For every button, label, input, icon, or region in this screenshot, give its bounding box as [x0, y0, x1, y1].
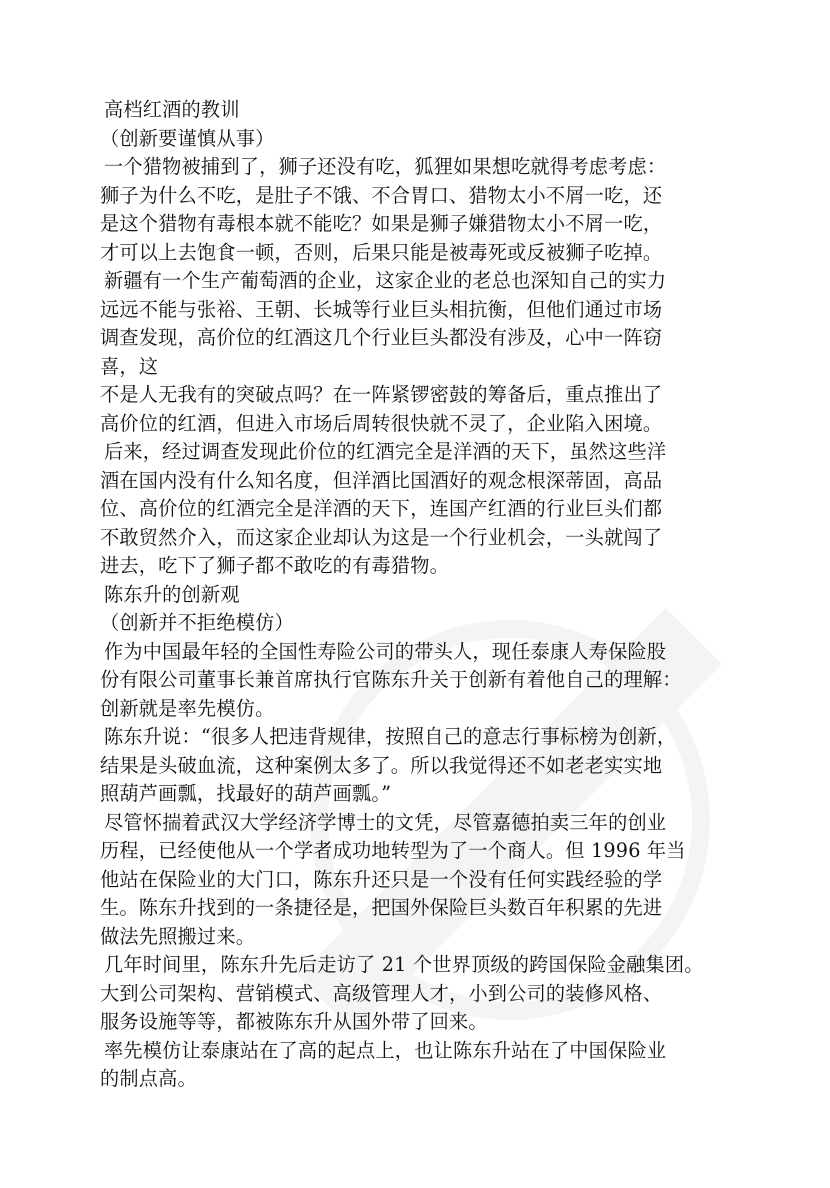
- document-body: [100, 96, 760, 1094]
- paragraph-line: 位、高价位的红酒完全是洋酒的天下，连国产红酒的行业巨头们都: [100, 497, 663, 520]
- paragraph-line: 作为中国最年轻的全国性寿险公司的带头人，现任泰康人寿保险股: [104, 639, 667, 663]
- section-subtitle: （创新并不拒绝模仿）: [100, 611, 294, 634]
- section-title: 高档红酒的教训: [104, 98, 240, 121]
- section-title: 陈东升的创新观: [104, 582, 240, 606]
- paragraph-line: 高价位的红酒，但进入市场后周转很快就不灵了，企业陷入困境。: [100, 411, 663, 435]
- paragraph-line: 的制点高。: [100, 1067, 197, 1090]
- paragraph-line: 大到公司架构、营销模式、高级管理人才，小到公司的装修风格、: [100, 981, 663, 1005]
- paragraph-line: 喜，这: [100, 354, 159, 378]
- paragraph-line: 创新就是率先模仿。: [100, 696, 275, 720]
- paragraph-line: 不是人无我有的突破点吗？在一阵紧锣密鼓的筹备后，重点推出了: [100, 383, 663, 406]
- paragraph-line: 率先模仿让泰康站在了高的起点上，也让陈东升站在了中国保险业: [104, 1038, 667, 1062]
- paragraph-line: 调查发现，高价位的红酒这几个行业巨头都没有涉及，心中一阵窃: [100, 326, 663, 349]
- paragraph-line: 后来，经过调查发现此价位的红酒完全是洋酒的天下，虽然这些洋: [104, 440, 667, 463]
- paragraph-line: 是这个猎物有毒根本就不能吃？如果是狮子嫌猎物太小不屑一吃，: [100, 212, 663, 235]
- paragraph-line: 进去，吃下了狮子都不敢吃的有毒猎物。: [100, 554, 449, 577]
- paragraph-line: 照葫芦画瓢，找最好的葫芦画瓢。”: [100, 782, 392, 805]
- paragraph-line: 新疆有一个生产葡萄酒的企业，这家企业的老总也深知自己的实力: [104, 269, 667, 292]
- paragraph-line: 才可以上去饱食一顿，否则，后果只能是被毒死或反被狮子吃掉。: [100, 240, 663, 264]
- paragraph-line: 历程，已经使他从一个学者成功地转型为了一个商人。但 1996 年当: [100, 839, 686, 862]
- paragraph-line: 份有限公司董事长兼首席执行官陈东升关于创新有着他自己的理解：: [100, 668, 682, 691]
- paragraph-line: 不敢贸然介入，而这家企业却认为这是一个行业机会，一头就闯了: [100, 525, 663, 549]
- paragraph-line: 做法先照搬过来。: [100, 924, 256, 948]
- paragraph-line: 酒在国内没有什么知名度，但洋酒比国酒好的观念根深蒂固，高品: [100, 468, 663, 492]
- paragraph-line: 尽管怀揣着武汉大学经济学博士的文凭，尽管嘉德拍卖三年的创业: [104, 810, 667, 834]
- paragraph-line: 他站在保险业的大门口，陈东升还只是一个没有任何实践经验的学: [100, 867, 663, 891]
- paragraph-line: 一个猎物被捕到了，狮子还没有吃，狐狸如果想吃就得考虑考虑：: [104, 155, 667, 178]
- paragraph-line: 生。陈东升找到的一条捷径是，把国外保险巨头数百年积累的先进: [100, 896, 663, 919]
- paragraph-line: 远远不能与张裕、王朝、长城等行业巨头相抗衡，但他们通过市场: [100, 297, 663, 321]
- paragraph-line: 几年时间里，陈东升先后走访了 21 个世界顶级的跨国保险金融集团。: [104, 953, 704, 976]
- paragraph-line: 陈东升说：“很多人把违背规律，按照自己的意志行事标榜为创新，: [104, 725, 677, 748]
- paragraph-line: 狮子为什么不吃，是肚子不饿、不合胃口、猎物太小不屑一吃，还: [100, 183, 663, 207]
- paragraph-line: 结果是头破血流，这种案例太多了。所以我觉得还不如老老实实地: [100, 753, 663, 777]
- section-subtitle: （创新要谨慎从事）: [100, 126, 275, 150]
- paragraph-line: 服务设施等等，都被陈东升从国外带了回来。: [100, 1010, 488, 1033]
